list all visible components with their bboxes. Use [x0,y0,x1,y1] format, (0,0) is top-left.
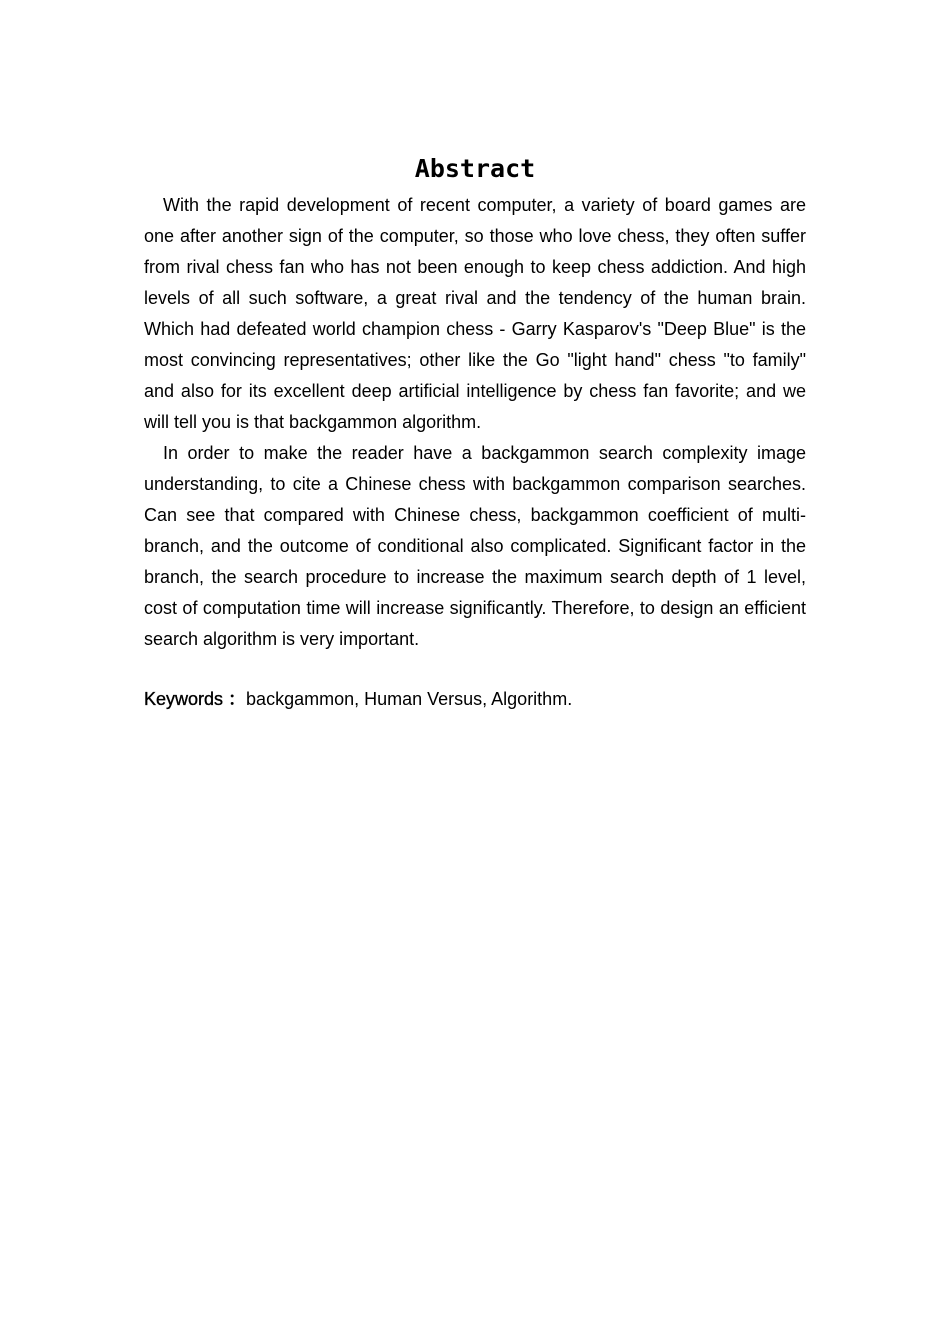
keywords-separator: ： [223,689,247,709]
abstract-paragraph-1: With the rapid development of recent computer, a variety of board games are one after another sign of the computer, so those who love chess, they often suffer from rival chess fan who has not been enough to keep chess addiction. And high levels of all such software, a great rival and the tendency of the human brain. Which had defeated world champion chess - Garry Kasparov's "Deep Blue" is the most convincing representatives; other like the Go "light hand" chess "to family" and also for its excellent deep artificial intelligence by chess fan favorite; and we will tell you is that backgammon algorithm. [144,195,806,432]
abstract-paragraph-2: In order to make the reader have a backgammon search complexity image understanding, to cite a Chinese chess with backgammon comparison searches. Can see that compared with Chinese chess, backgammon coefficient of multi-branch, and the outcome of conditional also complicated. Significant factor in the branch, the search procedure to increase the maximum search depth of 1 level, cost of computation time will increase significantly. Therefore, to design an efficient search algorithm is very important. [144,443,806,649]
abstract-section [144,150,806,715]
keywords-line [144,684,806,715]
abstract-title: Abstract [414,154,536,183]
keywords-label: Keywords [144,689,224,709]
keywords-text: backgammon, Human Versus, Algorithm. [246,689,573,709]
